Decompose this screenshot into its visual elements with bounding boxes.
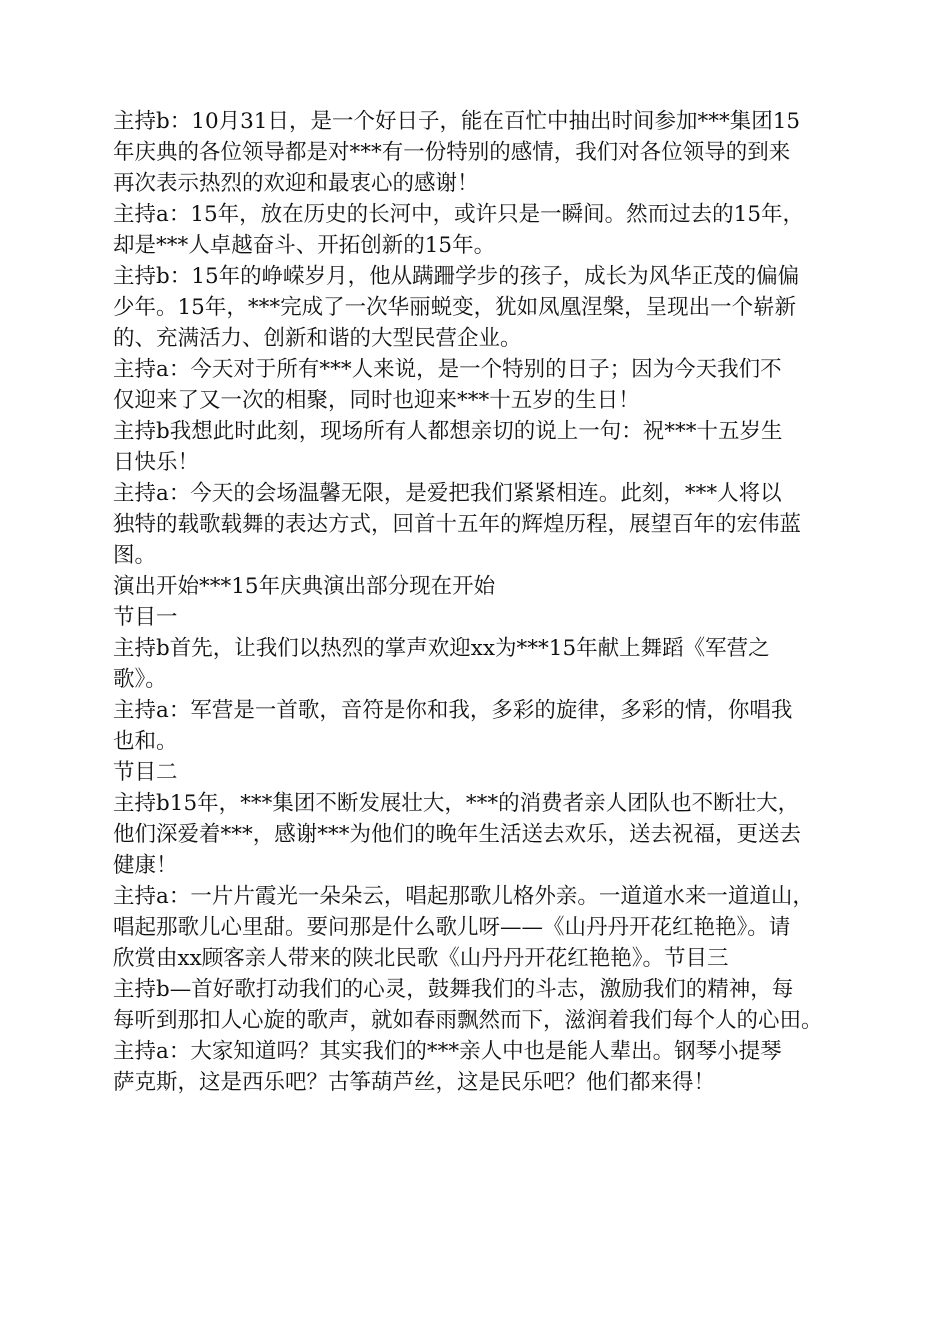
text-line: 主持a：大家知道吗？其实我们的***亲人中也是能人辈出。钢琴小提琴	[113, 1039, 782, 1064]
text-line: 图。	[113, 543, 157, 568]
text-line: 歌》。	[113, 667, 167, 692]
text-line: 再次表示热烈的欢迎和最衷心的感谢！	[113, 171, 479, 196]
text-line: 主持a：今天的会场温馨无限，是爱把我们紧紧相连。此刻，***人将以	[113, 481, 782, 506]
paragraph-host-b-growth	[113, 788, 883, 881]
text-line: 独特的载歌载舞的表达方式，回首十五年的辉煌历程，展望百年的宏伟蓝	[113, 512, 802, 537]
text-line: 的、充满活力、创新和谐的大型民营企业。	[113, 326, 522, 351]
text-line: 仅迎来了又一次的相聚，同时也迎来***十五岁的生日！	[113, 388, 640, 413]
text-line: 演出开始***15年庆典演出部分现在开始	[113, 574, 496, 599]
text-line: 主持b—首好歌打动我们的心灵，鼓舞我们的斗志，激励我们的精神，每	[113, 977, 794, 1002]
text-line: 每听到那扣人心旋的歌声，就如春雨飘然而下，滋润着我们每个人的心田。	[113, 1008, 823, 1033]
text-line: 主持b：10月31日，是一个好日子，能在百忙中抽出时间参加***集团15	[113, 109, 801, 134]
text-line: 主持a：15年，放在历史的长河中，或许只是一瞬间。然而过去的15年，	[113, 202, 805, 227]
text-line: 健康！	[113, 853, 178, 878]
text-line: 主持b首先，让我们以热烈的掌声欢迎xx为***15年献上舞蹈《军营之	[113, 636, 770, 661]
paragraph-host-a-today	[113, 354, 883, 416]
text-line: 主持b：15年的峥嵘岁月，他从蹒跚学步的孩子，成长为风华正茂的偏偏	[113, 264, 800, 289]
paragraph-host-b-music	[113, 974, 883, 1036]
text-line: 唱起那歌儿心里甜。要问那是什么歌儿呀——《山丹丹开花红艳艳》。请	[113, 915, 791, 940]
text-line: 主持a：今天对于所有***人来说，是一个特别的日子；因为今天我们不	[113, 357, 782, 382]
text-line: 日快乐！	[113, 450, 200, 475]
text-line: 节目一	[113, 605, 178, 630]
text-line: 他们深爱着***，感谢***为他们的晚年生活送去欢乐，送去祝福，更送去	[113, 822, 802, 847]
paragraph-host-b-dance	[113, 633, 883, 695]
paragraph-host-b-birthday	[113, 416, 883, 478]
paragraph-host-a-history	[113, 199, 883, 261]
text-line: 主持b我想此时此刻，现场所有人都想亲切的说上一句：祝***十五岁生	[113, 419, 783, 444]
text-line: 少年。15年，***完成了一次华丽蜕变，犹如凤凰涅槃，呈现出一个崭新	[113, 295, 797, 320]
program-heading-2	[113, 757, 883, 788]
text-line: 节目二	[113, 760, 178, 785]
paragraph-host-a-talents	[113, 1036, 883, 1098]
paragraph-host-a-venue	[113, 478, 883, 571]
text-line: 也和。	[113, 729, 178, 754]
program-heading-1	[113, 602, 883, 633]
text-line: 主持a：军营是一首歌，音符是你和我，多彩的旋律，多彩的情，你唱我	[113, 698, 793, 723]
paragraph-host-a-song	[113, 881, 883, 974]
paragraph-host-a-barracks	[113, 695, 883, 757]
document-body	[113, 106, 883, 1098]
paragraph-host-b-years	[113, 261, 883, 354]
paragraph-host-b-intro	[113, 106, 883, 199]
text-line: 主持a：一片片霞光一朵朵云，唱起那歌儿格外亲。一道道水来一道道山，	[113, 884, 814, 909]
paragraph-show-start	[113, 571, 883, 602]
text-line: 萨克斯，这是西乐吧？古筝葫芦丝，这是民乐吧？他们都来得！	[113, 1070, 716, 1095]
text-line: 主持b15年，***集团不断发展壮大，***的消费者亲人团队也不断壮大，	[113, 791, 800, 816]
text-line: 年庆典的各位领导都是对***有一份特别的感情，我们对各位领导的到来	[113, 140, 791, 165]
text-line: 欣赏由xx顾客亲人带来的陕北民歌《山丹丹开花红艳艳》。节目三	[113, 946, 729, 971]
text-line: 却是***人卓越奋斗、开拓创新的15年。	[113, 233, 496, 258]
